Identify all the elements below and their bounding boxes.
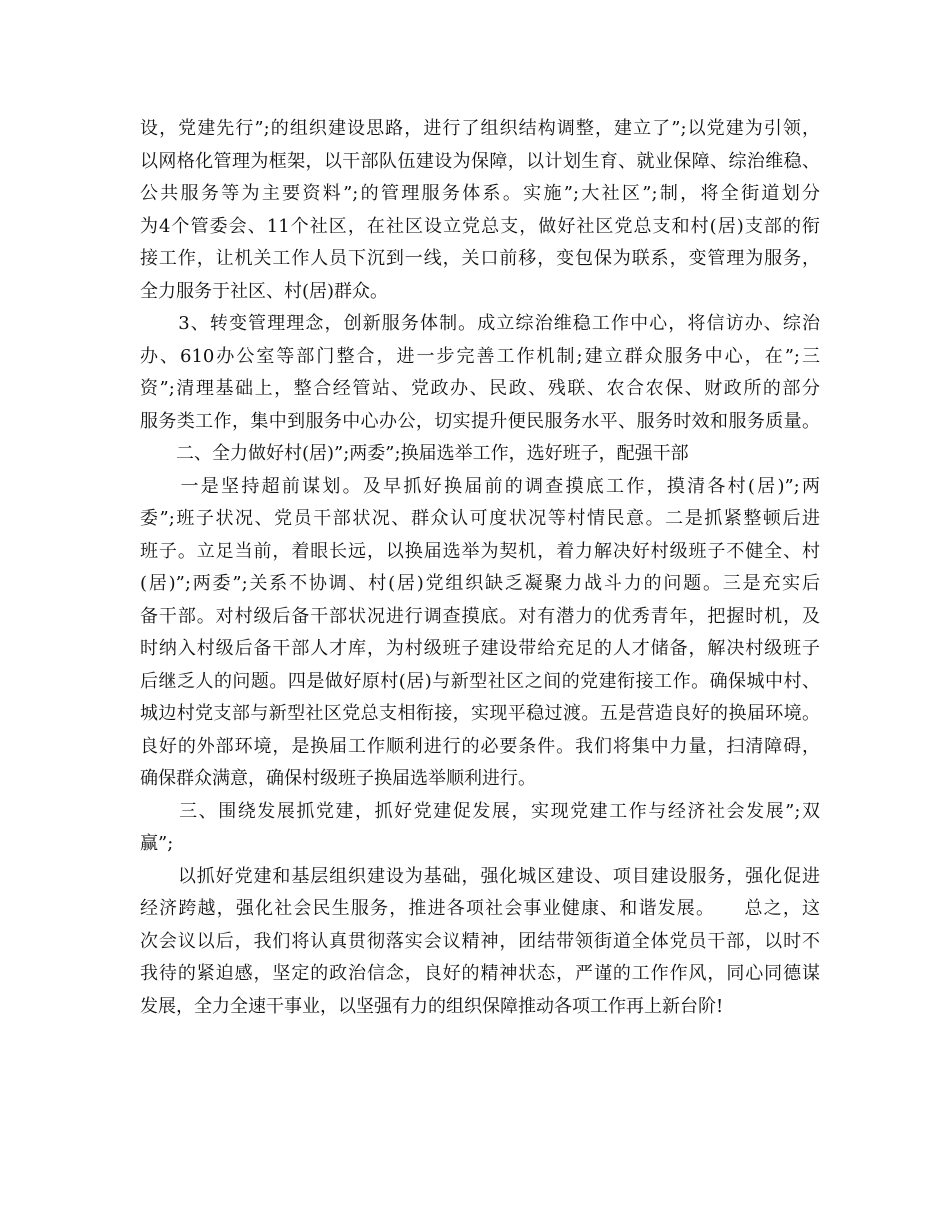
text-line: 3、转变管理理念，创新服务体制。成立综治维稳工作中心，将信访办、综治 <box>140 313 820 334</box>
text-line: 我待的紧迫感，坚定的政治信念，良好的精神状态，严谨的工作作风，同心同德谋 <box>140 963 820 984</box>
text-line: 确保群众满意，确保村级班子换届选举顺利进行。 <box>140 768 536 789</box>
document-body <box>140 113 820 1023</box>
text-line: 发展，全力全速干事业，以坚强有力的组织保障推动各项工作再上新台阶! <box>140 995 724 1017</box>
text-line: 三、围绕发展抓党建，抓好党建促发展，实现党建工作与经济社会发展”;双 <box>140 800 820 822</box>
text-line: 备干部。对村级后备干部状况进行调查摸底。对有潜力的优秀青年，把握时机，及 <box>140 605 820 627</box>
text-line: 资”;清理基础上，整合经管站、党政办、民政、残联、农合农保、财政所的部分 <box>140 378 820 399</box>
text-line: 公共服务等为主要资料”;的管理服务体系。实施”;大社区”;制，将全街道划分 <box>140 183 820 204</box>
text-line: 时纳入村级后备干部人才库，为村级班子建设带给充足的人才储备，解决村级班子 <box>140 638 820 659</box>
text-line: 全力服务于社区、村(居)群众。 <box>140 280 389 302</box>
text-line: 二、全力做好村(居)”;两委”;换届选举工作，选好班子，配强干部 <box>140 443 689 464</box>
text-line: 为4个管委会、11个社区，在社区设立党总支，做好社区党总支和村(居)支部的衔 <box>140 215 820 237</box>
text-line: 接工作，让机关工作人员下沉到一线，关口前移，变包保为联系，变管理为服务， <box>140 248 820 269</box>
text-line: 办、610办公室等部门整合，进一步完善工作机制;建立群众服务中心，在”;三 <box>140 345 820 367</box>
text-line: 设，党建先行”;的组织建设思路，进行了组织结构调整，建立了”;以党建为引领， <box>140 118 820 139</box>
text-line: 以网格化管理为框架，以干部队伍建设为保障，以计划生育、就业保障、综治维稳、 <box>140 150 820 172</box>
text-line: 城边村党支部与新型社区党总支相衔接，实现平稳过渡。五是营造良好的换届环境。 <box>140 703 820 724</box>
text-line: 委”;班子状况、党员干部状况、群众认可度状况等村情民意。二是抓紧整顿后进 <box>140 508 820 529</box>
text-line: 一是坚持超前谋划。及早抓好换届前的调查摸底工作，摸清各村(居)”;两 <box>140 475 820 497</box>
text-line: 良好的外部环境，是换届工作顺利进行的必要条件。我们将集中力量，扫清障碍， <box>140 735 820 757</box>
text-line: 以抓好党建和基层组织建设为基础，强化城区建设、项目建设服务，强化促进 <box>140 865 820 887</box>
text-line: 赢”; <box>140 833 174 854</box>
text-line: (居)”;两委”;关系不协调、村(居)党组织缺乏凝聚力战斗力的问题。三是充实后 <box>140 573 820 594</box>
text-line: 后继乏人的问题。四是做好原村(居)与新型社区之间的党建衔接工作。确保城中村、 <box>140 670 820 692</box>
text-line: 服务类工作，集中到服务中心办公，切实提升便民服务水平、服务时效和服务质量。 <box>140 410 820 432</box>
text-line: 次会议以后，我们将认真贯彻落实会议精神，团结带领街道全体党员干部，以时不 <box>140 930 820 952</box>
text-line: 班子。立足当前，着眼长远，以换届选举为契机，着力解决好村级班子不健全、村 <box>140 540 820 562</box>
text-line: 经济跨越，强化社会民生服务，推进各项社会事业健康、和谐发展。 总之，这 <box>140 898 820 919</box>
